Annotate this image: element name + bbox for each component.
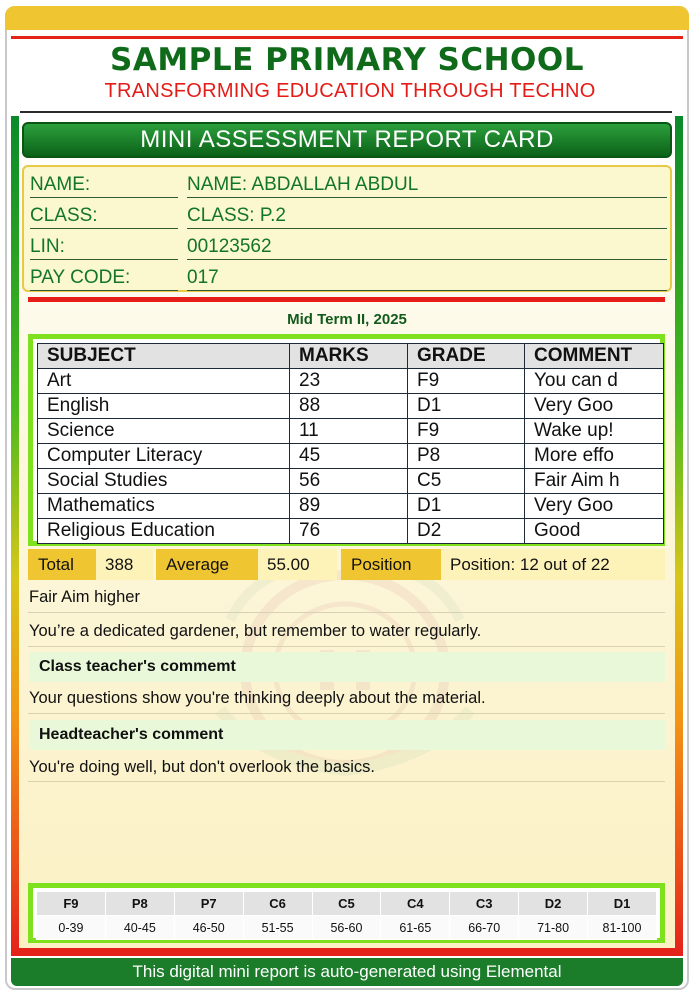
grade-cell: P8 (408, 444, 525, 469)
subject-cell: Social Studies (38, 469, 290, 494)
summary-bar (28, 549, 665, 581)
grade-cell: D1 (408, 394, 525, 419)
marks-header-row (38, 344, 664, 369)
name-value: NAME: ABDALLAH ABDUL (187, 171, 667, 198)
general-remark: You’re a dedicated gardener, but remember to water regularly. (29, 622, 482, 640)
grade-cell: C5 (312, 892, 381, 916)
grade-cell: F9 (408, 369, 525, 394)
info-red-rule (28, 297, 665, 302)
term-title: Mid Term II, 2025 (287, 311, 407, 328)
subject-cell: English (38, 394, 290, 419)
range-cell: 66-70 (450, 916, 519, 940)
subject-cell: Science (38, 419, 290, 444)
pay-code-value: 017 (187, 264, 667, 291)
range-cell: 0-39 (37, 916, 106, 940)
range-cell: 51-55 (243, 916, 312, 940)
total-label: Total (28, 549, 96, 580)
class-teacher-heading: Class teacher's commemt (29, 652, 665, 682)
divider (28, 781, 665, 782)
header-divider (20, 111, 672, 113)
school-name: SAMPLE PRIMARY SCHOOL (110, 42, 584, 78)
info-row-class (24, 202, 674, 233)
grade-cell: C6 (243, 892, 312, 916)
school-motto: TRANSFORMING EDUCATION THROUGH TECHNO (104, 80, 596, 102)
info-row-pay-code (24, 264, 674, 295)
grade-cell: D1 (588, 892, 657, 916)
red-top-rule (11, 36, 683, 39)
footer-note: This digital mini report is auto-generated using Elemental (11, 958, 683, 986)
info-row-lin (24, 233, 674, 264)
grade-cell: D2 (408, 519, 525, 544)
col-header-marks: MARKS (290, 344, 408, 369)
headteacher-comment: You're doing well, but don't overlook the basics. (29, 758, 375, 776)
subject-cell: Computer Literacy (38, 444, 290, 469)
range-row (37, 916, 657, 940)
report-title-banner: MINI ASSESSMENT REPORT CARD (22, 122, 672, 158)
table-row (38, 444, 664, 469)
grade-cell: P8 (105, 892, 174, 916)
marks-cell: 88 (290, 394, 408, 419)
lin-value: 00123562 (187, 233, 667, 260)
marks-table (37, 343, 664, 544)
divider (28, 612, 665, 613)
divider (28, 646, 665, 647)
position-label: Position (341, 549, 441, 580)
col-header-comment: COMMENT (525, 344, 664, 369)
marks-cell: 76 (290, 519, 408, 544)
average-value: 55.00 (258, 549, 337, 580)
position-value: Position: 12 out of 22 (441, 549, 665, 580)
lin-label: LIN: (30, 233, 178, 260)
grading-scale-table (36, 891, 657, 940)
col-header-subject: SUBJECT (38, 344, 290, 369)
range-cell: 61-65 (381, 916, 450, 940)
comment-cell: Fair Aim h (525, 469, 664, 494)
student-info-box (22, 165, 672, 292)
grade-row (37, 892, 657, 916)
table-row (38, 469, 664, 494)
marks-cell: 89 (290, 494, 408, 519)
comment-cell: More effo (525, 444, 664, 469)
range-cell: 46-50 (174, 916, 243, 940)
marks-cell: 45 (290, 444, 408, 469)
table-row (38, 494, 664, 519)
total-value: 388 (96, 549, 153, 580)
table-row (38, 369, 664, 394)
grade-cell: D1 (408, 494, 525, 519)
class-value: CLASS: P.2 (187, 202, 667, 229)
marks-cell: 56 (290, 469, 408, 494)
marks-table-frame (28, 334, 665, 546)
class-teacher-comment: Your questions show you're thinking deeply about the material. (29, 689, 486, 707)
range-cell: 56-60 (312, 916, 381, 940)
table-row (38, 519, 664, 544)
pay-code-label: PAY CODE: (30, 264, 178, 291)
marks-cell: 11 (290, 419, 408, 444)
table-row (38, 394, 664, 419)
marks-cell: 23 (290, 369, 408, 394)
comment-cell: Wake up! (525, 419, 664, 444)
grade-cell: P7 (174, 892, 243, 916)
info-row-name (24, 171, 674, 202)
comment-cell: You can d (525, 369, 664, 394)
grade-cell: C4 (381, 892, 450, 916)
grade-cell: C5 (408, 469, 525, 494)
grade-cell: C3 (450, 892, 519, 916)
comment-cell: Good (525, 519, 664, 544)
range-cell: 71-80 (519, 916, 588, 940)
col-header-grade: GRADE (408, 344, 525, 369)
divider (28, 713, 665, 714)
range-cell: 81-100 (588, 916, 657, 940)
subject-cell: Art (38, 369, 290, 394)
class-label: CLASS: (30, 202, 178, 229)
grade-cell: F9 (37, 892, 106, 916)
grade-cell: F9 (408, 419, 525, 444)
subject-cell: Mathematics (38, 494, 290, 519)
average-label: Average (156, 549, 258, 580)
grading-scale-frame (28, 883, 665, 943)
comment-cell: Very Goo (525, 494, 664, 519)
top-gold-bar-overlay (5, 6, 689, 30)
headteacher-heading: Headteacher's comment (29, 720, 665, 750)
overall-comment: Fair Aim higher (29, 588, 140, 606)
grade-cell: D2 (519, 892, 588, 916)
range-cell: 40-45 (105, 916, 174, 940)
name-label: NAME: (30, 171, 178, 198)
comment-cell: Very Goo (525, 394, 664, 419)
subject-cell: Religious Education (38, 519, 290, 544)
table-row (38, 419, 664, 444)
